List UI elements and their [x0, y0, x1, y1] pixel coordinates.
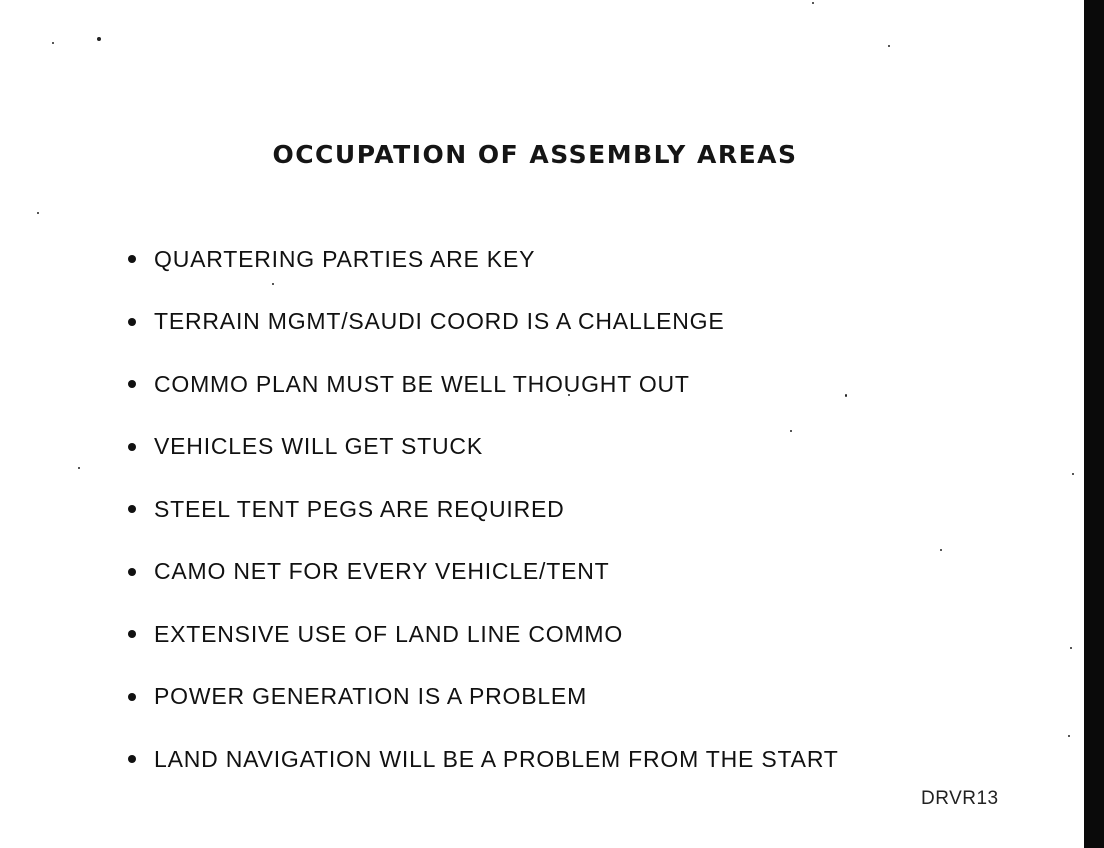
bullet-text: STEEL TENT PEGS ARE REQUIRED	[154, 495, 565, 522]
bullet-item	[128, 416, 839, 479]
bullet-dot-icon	[128, 568, 136, 576]
scan-edge-border	[1084, 0, 1104, 848]
scan-speck	[1072, 473, 1074, 475]
scan-speck	[812, 2, 814, 4]
bullet-item	[128, 541, 839, 604]
bullet-dot-icon	[128, 693, 136, 701]
bullet-dot-icon	[128, 443, 136, 451]
scan-speck	[1068, 735, 1070, 737]
scan-speck	[845, 394, 847, 397]
bullet-list	[128, 228, 839, 791]
bullet-text: VEHICLES WILL GET STUCK	[154, 433, 483, 460]
bullet-text: TERRAIN MGMT/SAUDI COORD IS A CHALLENGE	[154, 308, 725, 335]
bullet-item	[128, 666, 839, 729]
slide-title: OCCUPATION OF ASSEMBLY AREAS	[272, 140, 798, 169]
scan-speck	[97, 37, 101, 41]
bullet-dot-icon	[128, 380, 136, 388]
bullet-item	[128, 228, 839, 291]
scan-speck	[78, 467, 80, 469]
document-code: DRVR13	[921, 788, 999, 809]
bullet-dot-icon	[128, 630, 136, 638]
bullet-text: POWER GENERATION IS A PROBLEM	[154, 683, 588, 710]
bullet-item	[128, 291, 839, 354]
bullet-text: EXTENSIVE USE OF LAND LINE COMMO	[154, 620, 624, 647]
bullet-dot-icon	[128, 755, 136, 763]
bullet-dot-icon	[128, 255, 136, 263]
bullet-text: COMMO PLAN MUST BE WELL THOUGHT OUT	[154, 370, 690, 397]
scan-speck	[37, 212, 39, 214]
bullet-item	[128, 603, 839, 666]
bullet-text: QUARTERING PARTIES ARE KEY	[154, 245, 536, 272]
scan-speck	[52, 42, 54, 44]
bullet-item	[128, 353, 839, 416]
bullet-item	[128, 728, 839, 791]
bullet-dot-icon	[128, 318, 136, 326]
scan-speck	[888, 45, 890, 47]
bullet-text: CAMO NET FOR EVERY VEHICLE/TENT	[154, 558, 610, 585]
bullet-dot-icon	[128, 505, 136, 513]
bullet-text: LAND NAVIGATION WILL BE A PROBLEM FROM THE START	[154, 745, 839, 772]
bullet-item	[128, 478, 839, 541]
scan-speck	[1070, 647, 1072, 649]
scan-speck	[940, 549, 942, 551]
